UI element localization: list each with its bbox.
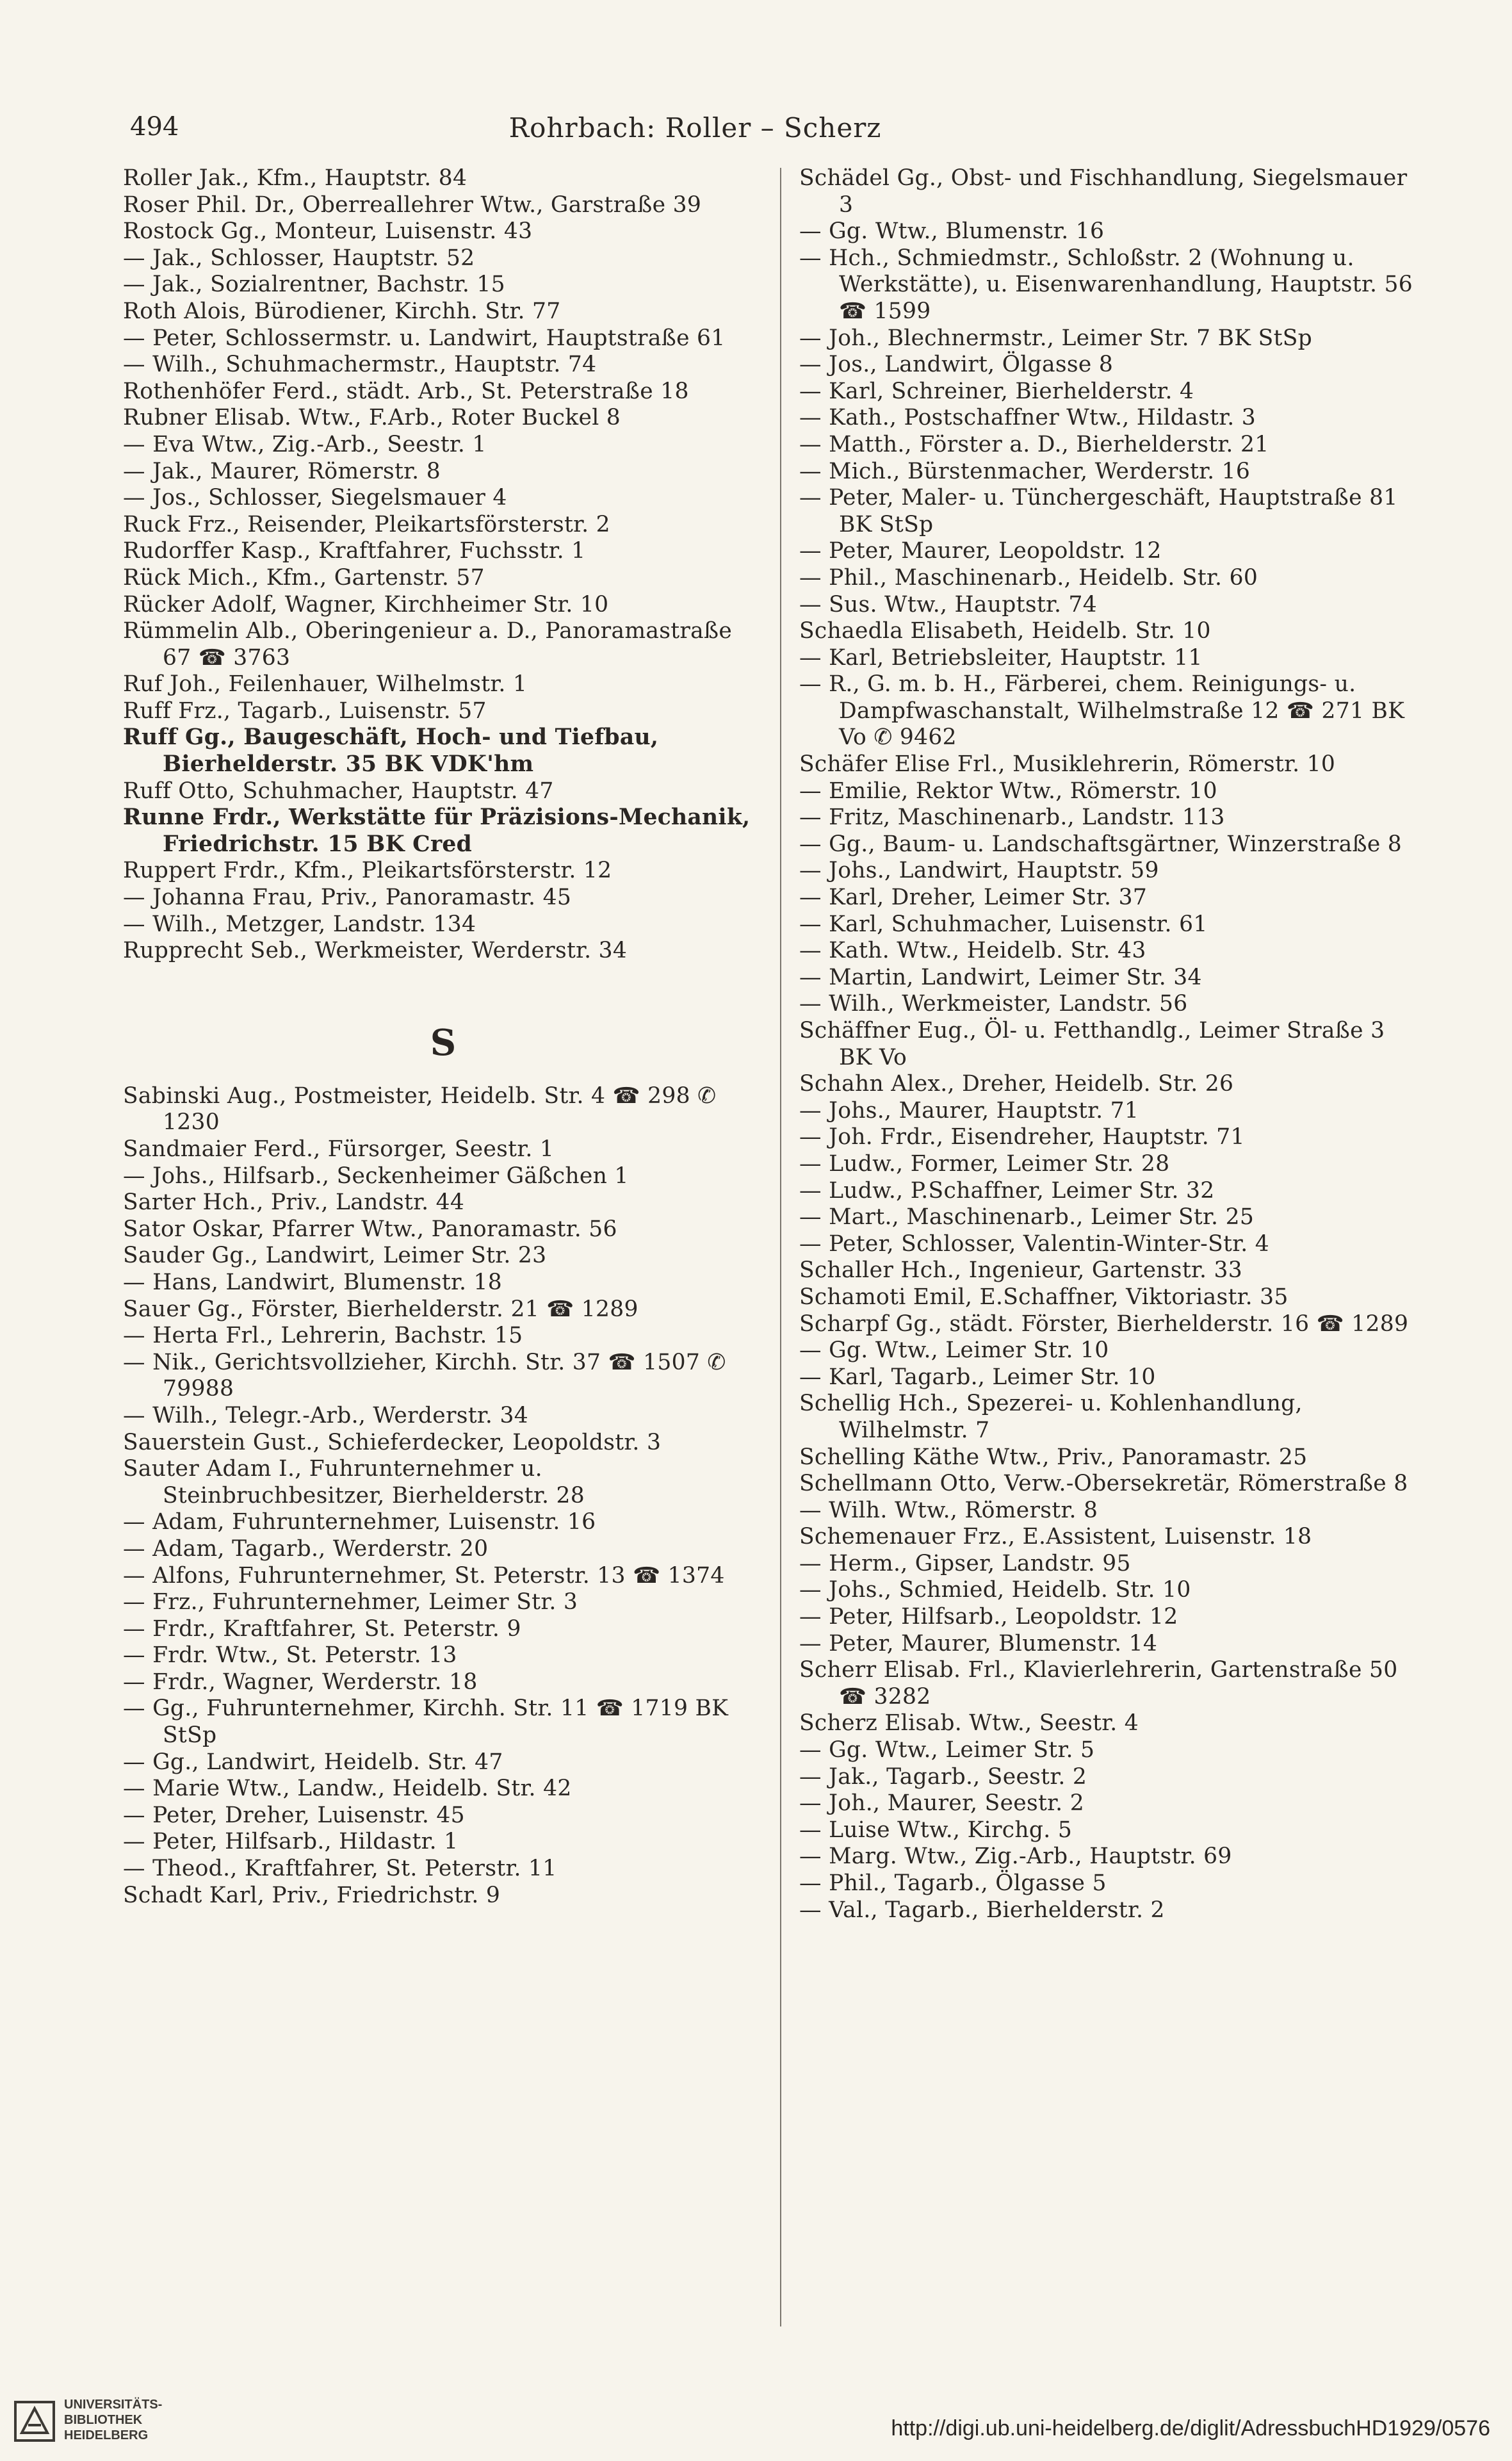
directory-entry: — Jos., Landwirt, Ölgasse 8 (799, 352, 1114, 378)
page-footer (0, 2396, 1512, 2461)
directory-entry: — Wilh., Werkmeister, Landstr. 56 (799, 991, 1188, 1017)
directory-entry: — Johs., Hilfsarb., Seckenheimer Gäßchen 1 (123, 1163, 629, 1189)
directory-entry: — Theod., Kraftfahrer, St. Peterstr. 11 (123, 1856, 557, 1882)
directory-entry: — Karl, Dreher, Leimer Str. 37 (799, 885, 1148, 911)
source-url-link[interactable]: http://digi.ub.uni-heidelberg.de/diglit/AdressbuchHD1929/0576 (891, 2416, 1490, 2441)
directory-entry: — Gg. Wtw., Leimer Str. 10 (799, 1337, 1109, 1364)
directory-entry: — Peter, Schlosser, Valentin-Winter-Str. 4 (799, 1230, 1269, 1257)
directory-entry: — R., G. m. b. H., Färberei, chem. Reinigungs- u. Dampfwaschanstalt, Wilhelmstraße 12 ☎ 271 BK Vo ✆ 9462 (799, 671, 1405, 751)
directory-entry: — Jak., Sozialrentner, Bachstr. 15 (123, 272, 505, 298)
directory-entry: Schäfer Elise Frl., Musiklehrerin, Römerstr. 10 (799, 751, 1336, 778)
directory-entry: Sauerstein Gust., Schieferdecker, Leopoldstr. 3 (123, 1429, 662, 1455)
directory-entry: — Wilh., Telegr.-Arb., Werderstr. 34 (123, 1402, 528, 1428)
directory-entry: — Gg., Baum- u. Landschaftsgärtner, Winzerstraße 8 (799, 831, 1402, 857)
directory-entry: Roth Alois, Bürodiener, Kirchh. Str. 77 (123, 298, 561, 324)
directory-entry: Rümmelin Alb., Oberingenieur a. D., Panoramastraße 67 ☎ 3763 (123, 618, 733, 671)
directory-entry: Schelling Käthe Wtw., Priv., Panoramastr. 25 (799, 1444, 1308, 1470)
library-name (64, 2397, 162, 2443)
directory-entry: — Phil., Maschinenarb., Heidelb. Str. 60 (799, 564, 1258, 591)
directory-entry: — Gg., Landwirt, Heidelb. Str. 47 (123, 1749, 503, 1775)
directory-entry: — Peter, Maurer, Leopoldstr. 12 (799, 538, 1162, 564)
directory-entry: Schamoti Emil, E.Schaffner, Viktoriastr. 35 (799, 1284, 1288, 1310)
directory-entry: — Joh., Maurer, Seestr. 2 (799, 1790, 1084, 1817)
directory-entry: — Wilh., Metzger, Landstr. 134 (123, 911, 476, 937)
directory-entry: Sauter Adam I., Fuhrunternehmer u. Steinbruchbesitzer, Bierhelderstr. 28 (123, 1456, 585, 1508)
directory-entry: Scherr Elisab. Frl., Klavierlehrerin, Gartenstraße 50 ☎ 3282 (799, 1657, 1398, 1710)
column-divider (780, 168, 781, 2326)
directory-entry: Rostock Gg., Monteur, Luisenstr. 43 (123, 218, 533, 245)
directory-entry: — Peter, Hilfsarb., Leopoldstr. 12 (799, 1604, 1178, 1630)
library-logo[interactable] (13, 2396, 205, 2460)
directory-entry: — Fritz, Maschinenarb., Landstr. 113 (799, 805, 1225, 831)
directory-entry: — Jak., Maurer, Römerstr. 8 (123, 458, 441, 484)
directory-entry: — Herta Frl., Lehrerin, Bachstr. 15 (123, 1323, 523, 1349)
directory-entry: — Wilh. Wtw., Römerstr. 8 (799, 1497, 1098, 1523)
directory-entry: — Nik., Gerichtsvollzieher, Kirchh. Str. 37 ☎ 1507 ✆ 79988 (123, 1349, 726, 1402)
directory-entry: — Peter, Schlossermstr. u. Landwirt, Hauptstraße 61 (123, 325, 726, 351)
section-letter-heading: S (430, 1021, 457, 1064)
directory-entry: — Karl, Schreiner, Bierhelderstr. 4 (799, 378, 1194, 404)
directory-entry: Rupprecht Seb., Werkmeister, Werderstr. 34 (123, 938, 628, 964)
directory-entry: Schadt Karl, Priv., Friedrichstr. 9 (123, 1882, 501, 1908)
directory-entry: Schaller Hch., Ingenieur, Gartenstr. 33 (799, 1257, 1243, 1284)
directory-entry: Sauer Gg., Förster, Bierhelderstr. 21 ☎ 1289 (123, 1296, 638, 1322)
directory-entry: — Hch., Schmiedmstr., Schloßstr. 2 (Wohnung u. Werkstätte), u. Eisenwarenhandlung, Hauptstr. 56 ☎ 1599 (799, 245, 1413, 324)
directory-entry: — Frdr., Wagner, Werderstr. 18 (123, 1669, 478, 1695)
directory-entry: Runne Frdr., Werkstätte für Präzisions-Mechanik, Friedrichstr. 15 BK Cred (123, 805, 751, 857)
directory-entry: Schäffner Eug., Öl- u. Fetthandlg., Leimer Straße 3 BK Vo (799, 1018, 1385, 1070)
directory-entry: — Herm., Gipser, Landstr. 95 (799, 1550, 1131, 1576)
directory-entry: Sauder Gg., Landwirt, Leimer Str. 23 (123, 1243, 547, 1269)
directory-entry: — Gg. Wtw., Blumenstr. 16 (799, 218, 1105, 245)
directory-entry: — Karl, Schuhmacher, Luisenstr. 61 (799, 911, 1208, 937)
directory-entry: Ruff Frz., Tagarb., Luisenstr. 57 (123, 698, 487, 724)
directory-entry: — Karl, Tagarb., Leimer Str. 10 (799, 1364, 1156, 1390)
directory-entry: — Peter, Maurer, Blumenstr. 14 (799, 1630, 1158, 1656)
directory-entry: — Johanna Frau, Priv., Panoramastr. 45 (123, 885, 572, 911)
left-column (123, 165, 763, 1909)
directory-entry: Ruck Frz., Reisender, Pleikartsförsterstr. 2 (123, 511, 610, 537)
directory-entry: — Joh. Frdr., Eisendreher, Hauptstr. 71 (799, 1124, 1245, 1150)
directory-entry: Schahn Alex., Dreher, Heidelb. Str. 26 (799, 1071, 1234, 1097)
directory-entry: Schädel Gg., Obst- und Fischhandlung, Siegelsmauer 3 (799, 165, 1408, 218)
directory-entry: Roser Phil. Dr., Oberreallehrer Wtw., Garstraße 39 (123, 192, 702, 218)
directory-entry: — Jos., Schlosser, Siegelsmauer 4 (123, 485, 507, 511)
directory-entry: Roller Jak., Kfm., Hauptstr. 84 (123, 165, 467, 191)
directory-entry: Rubner Elisab. Wtw., F.Arb., Roter Buckel 8 (123, 405, 621, 431)
directory-entry: — Mart., Maschinenarb., Leimer Str. 25 (799, 1204, 1255, 1230)
directory-entry: — Luise Wtw., Kirchg. 5 (799, 1817, 1073, 1843)
directory-entry: — Phil., Tagarb., Ölgasse 5 (799, 1870, 1107, 1896)
directory-entry: — Johs., Landwirt, Hauptstr. 59 (799, 858, 1159, 884)
directory-entry: — Matth., Förster a. D., Bierhelderstr. 21 (799, 431, 1269, 457)
directory-entry: Schemenauer Frz., E.Assistent, Luisenstr. 18 (799, 1524, 1312, 1550)
directory-entry: — Peter, Maler- u. Tünchergeschäft, Hauptstraße 81 BK StSp (799, 485, 1398, 537)
directory-entry: — Martin, Landwirt, Leimer Str. 34 (799, 964, 1202, 990)
directory-entry: — Ludw., P.Schaffner, Leimer Str. 32 (799, 1177, 1215, 1204)
directory-entry: Ruppert Frdr., Kfm., Pleikartsförsterstr. 12 (123, 858, 612, 884)
page-header (130, 112, 1260, 151)
directory-entry: — Hans, Landwirt, Blumenstr. 18 (123, 1269, 502, 1295)
directory-entry: Schellmann Otto, Verw.-Obersekretär, Römerstraße 8 (799, 1471, 1408, 1497)
directory-entry: Ruff Gg., Baugeschäft, Hoch- und Tiefbau, Bierhelderstr. 35 BK VDK'hm (123, 724, 659, 778)
directory-entry: — Johs., Maurer, Hauptstr. 71 (799, 1097, 1139, 1124)
directory-entry: Rudorffer Kasp., Kraftfahrer, Fuchsstr. 1 (123, 538, 586, 564)
directory-entry: Sandmaier Ferd., Fürsorger, Seestr. 1 (123, 1136, 555, 1162)
directory-entry: Rothenhöfer Ferd., städt. Arb., St. Peterstraße 18 (123, 378, 689, 404)
directory-entry: Sabinski Aug., Postmeister, Heidelb. Str. 4 ☎ 298 ✆ 1230 (123, 1083, 717, 1136)
directory-entry: Schellig Hch., Spezerei- u. Kohlenhandlung, Wilhelmstr. 7 (799, 1391, 1303, 1443)
directory-entry: — Val., Tagarb., Bierhelderstr. 2 (799, 1897, 1165, 1923)
library-seal-icon (13, 2400, 56, 2443)
directory-entry: — Frdr., Kraftfahrer, St. Peterstr. 9 (123, 1615, 521, 1642)
directory-entry: — Frdr. Wtw., St. Peterstr. 13 (123, 1642, 457, 1669)
directory-entry: — Sus. Wtw., Hauptstr. 74 (799, 591, 1098, 617)
directory-entry: Ruff Otto, Schuhmacher, Hauptstr. 47 (123, 778, 554, 804)
directory-entry: — Jak., Tagarb., Seestr. 2 (799, 1763, 1087, 1790)
directory-entry: — Adam, Fuhrunternehmer, Luisenstr. 16 (123, 1509, 596, 1535)
directory-entry: — Mich., Bürstenmacher, Werderstr. 16 (799, 458, 1251, 484)
directory-entry: Ruf Joh., Feilenhauer, Wilhelmstr. 1 (123, 671, 528, 698)
directory-entry: — Karl, Betriebsleiter, Hauptstr. 11 (799, 644, 1203, 671)
directory-entry: Sarter Hch., Priv., Landstr. 44 (123, 1190, 465, 1216)
directory-entry: — Marie Wtw., Landw., Heidelb. Str. 42 (123, 1776, 572, 1802)
directory-entry: — Gg., Fuhrunternehmer, Kirchh. Str. 11 ☎ 1719 BK StSp (123, 1696, 729, 1749)
directory-entry: Scherz Elisab. Wtw., Seestr. 4 (799, 1710, 1139, 1737)
directory-entry: — Peter, Dreher, Luisenstr. 45 (123, 1802, 465, 1828)
directory-entry: Sator Oskar, Pfarrer Wtw., Panoramastr. 56 (123, 1216, 617, 1242)
directory-entry: — Adam, Tagarb., Werderstr. 20 (123, 1535, 489, 1562)
directory-entry: — Joh., Blechnermstr., Leimer Str. 7 BK StSp (799, 325, 1313, 351)
directory-entry: Schaedla Elisabeth, Heidelb. Str. 10 (799, 618, 1211, 644)
directory-entry: — Frz., Fuhrunternehmer, Leimer Str. 3 (123, 1589, 578, 1615)
library-name-line-3: HEIDELBERG (64, 2428, 149, 2442)
directory-entry: — Kath. Wtw., Heidelb. Str. 43 (799, 938, 1146, 964)
directory-entry: — Gg. Wtw., Leimer Str. 5 (799, 1737, 1095, 1763)
running-title: Rohrbach: Roller – Scherz (508, 112, 882, 143)
directory-entry: Rück Mich., Kfm., Gartenstr. 57 (123, 564, 485, 591)
directory-entry: — Emilie, Rektor Wtw., Römerstr. 10 (799, 778, 1217, 804)
directory-entry: Scharpf Gg., städt. Förster, Bierhelderstr. 16 ☎ 1289 (799, 1311, 1409, 1337)
library-name-line-2: BIBLIOTHEK (64, 2413, 143, 2427)
page-number: 494 (130, 112, 179, 142)
directory-entry: — Peter, Hilfsarb., Hildastr. 1 (123, 1829, 459, 1855)
directory-entry: — Alfons, Fuhrunternehmer, St. Peterstr. 13 ☎ 1374 (123, 1562, 725, 1589)
directory-entry: — Kath., Postschaffner Wtw., Hildastr. 3 (799, 405, 1256, 431)
right-column (799, 165, 1420, 1924)
directory-entry: — Ludw., Former, Leimer Str. 28 (799, 1150, 1170, 1177)
directory-entry: — Jak., Schlosser, Hauptstr. 52 (123, 245, 475, 271)
directory-entry: — Marg. Wtw., Zig.-Arb., Hauptstr. 69 (799, 1844, 1232, 1870)
directory-entry: — Johs., Schmied, Heidelb. Str. 10 (799, 1577, 1191, 1603)
directory-entry: — Wilh., Schuhmachermstr., Hauptstr. 74 (123, 352, 597, 378)
library-name-line-1: UNIVERSITÄTS- (64, 2398, 163, 2412)
directory-entry: Rücker Adolf, Wagner, Kirchheimer Str. 10 (123, 591, 609, 617)
directory-entry: — Eva Wtw., Zig.-Arb., Seestr. 1 (123, 431, 487, 457)
